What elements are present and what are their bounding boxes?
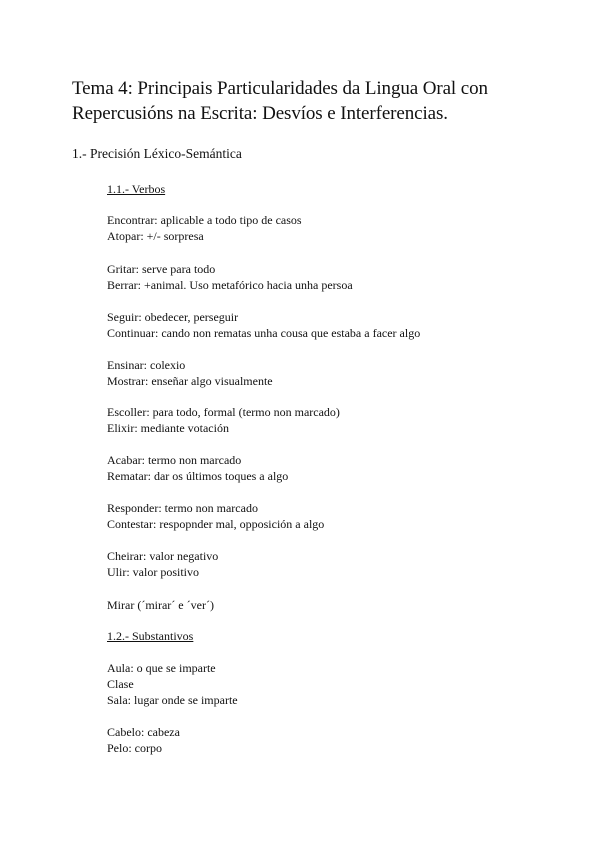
entry-line: Acabar: termo non marcado — [107, 453, 242, 467]
entry-line: Mostrar: enseñar algo visualmente — [107, 374, 273, 388]
entry-line: Cabelo: cabeza — [107, 725, 180, 739]
entry-line: Cheirar: valor negativo — [107, 549, 219, 563]
subsection-heading-verbs — [107, 181, 165, 197]
entry-line: Continuar: cando non rematas unha cousa que estaba a facer algo — [107, 326, 421, 340]
verb-group — [107, 548, 218, 580]
entry-line: Rematar: dar os últimos toques a algo — [107, 469, 289, 483]
noun-group — [107, 660, 238, 708]
entry-line: Ulir: valor positivo — [107, 565, 199, 579]
entry-line: Atopar: +/- sorpresa — [107, 229, 204, 243]
verb-group — [107, 261, 353, 293]
entry-line: Sala: lugar onde se imparte — [107, 693, 238, 707]
subsection-heading-nouns — [107, 628, 193, 644]
entry-line: Seguir: obedecer, perseguir — [107, 310, 239, 324]
entry-line: Mirar (´mirar´ e ´ver´) — [107, 598, 214, 612]
entry-line: Berrar: +animal. Uso metafórico hacia unha persoa — [107, 278, 353, 292]
verb-group — [107, 212, 302, 244]
entry-line: Escoller: para todo, formal (termo non marcado) — [107, 405, 340, 419]
entry-line: Gritar: serve para todo — [107, 262, 216, 276]
entry-line: Pelo: corpo — [107, 741, 162, 755]
entry-line: Encontrar: aplicable a todo tipo de casos — [107, 213, 302, 227]
entry-line: Aula: o que se imparte — [107, 661, 216, 675]
entry-line: Ensinar: colexio — [107, 358, 186, 372]
entry-line: Elixir: mediante votación — [107, 421, 229, 435]
section-heading: 1.- Precisión Léxico-Semántica — [72, 146, 242, 161]
entry-line: Contestar: respopnder mal, opposición a algo — [107, 517, 325, 531]
verb-group — [107, 500, 324, 532]
verb-group — [107, 357, 273, 389]
subsection-title: 1.1.- Verbos — [107, 182, 166, 196]
noun-group — [107, 724, 180, 756]
document-title — [72, 76, 572, 126]
verb-group — [107, 309, 420, 341]
subsection-title: 1.2.- Substantivos — [107, 629, 194, 643]
verb-group — [107, 404, 340, 436]
entry-line: Responder: termo non marcado — [107, 501, 258, 515]
title-line: Repercusións na Escrita: Desvíos e Interferencias. — [72, 103, 448, 124]
verb-group — [107, 597, 214, 613]
title-line: Tema 4: Principais Particularidades da Lingua Oral con — [72, 78, 488, 99]
entry-line: Clase — [107, 677, 134, 691]
verb-group — [107, 452, 288, 484]
